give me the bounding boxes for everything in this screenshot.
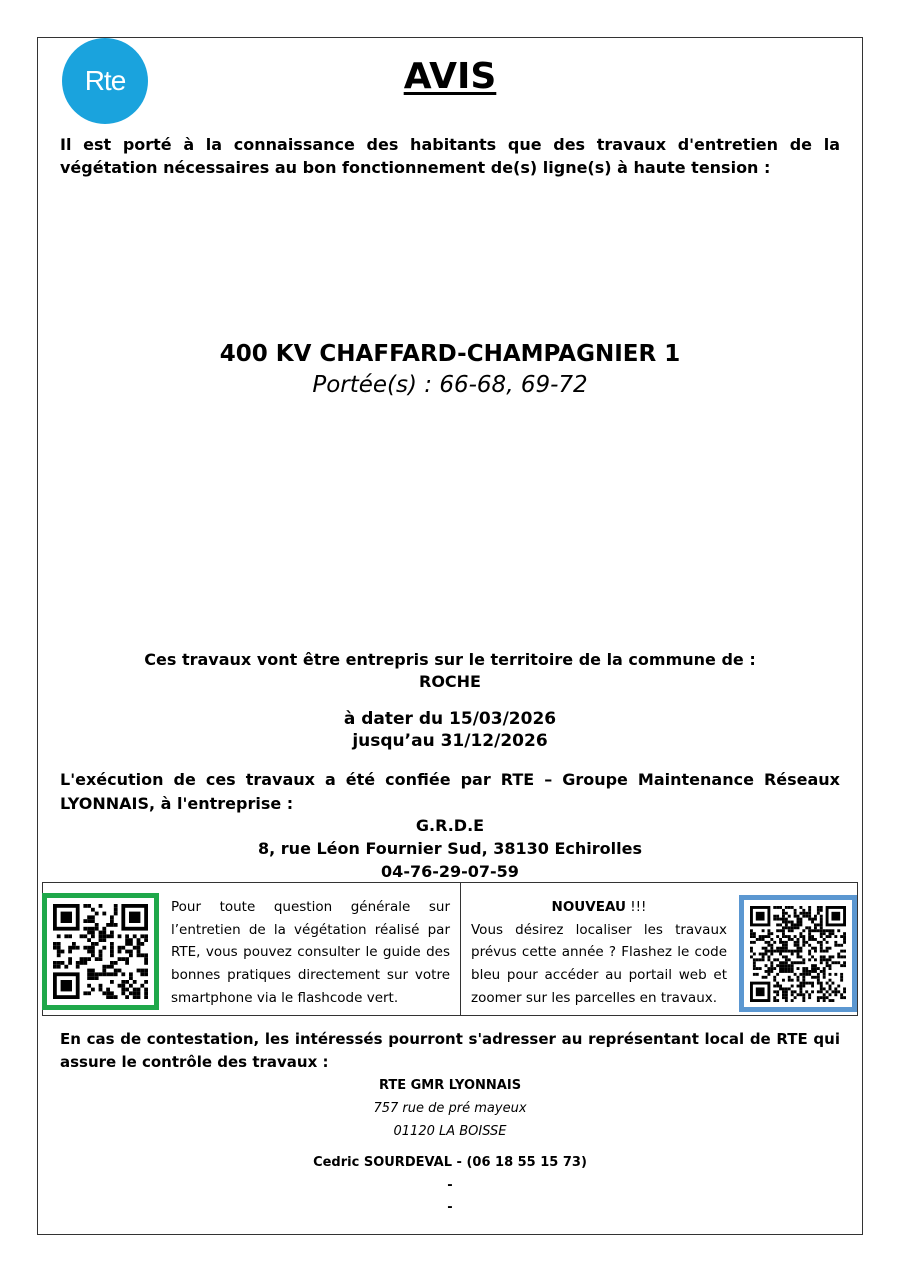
qr-code-icon bbox=[53, 904, 148, 999]
company-name: G.R.D.E bbox=[415, 816, 485, 835]
power-line-spans: Portée(s) : 66-68, 69-72 bbox=[312, 372, 588, 398]
representative-contact: Cedric SOURDEVAL - (06 18 55 15 73) bbox=[313, 1155, 587, 1170]
representative-dash-2: - bbox=[447, 1200, 453, 1215]
power-line-name: 400 KV CHAFFARD-CHAMPAGNIER 1 bbox=[219, 341, 681, 367]
company-phone: 04-76-29-07-59 bbox=[381, 862, 519, 881]
logo-text: Rte bbox=[84, 65, 126, 96]
date-from: à dater du 15/03/2026 bbox=[343, 709, 557, 729]
blue-qr-description bbox=[471, 896, 727, 1010]
representative-city: 01120 LA BOISSE bbox=[393, 1124, 507, 1139]
execution-text: L'exécution de ces travaux a été confiée par RTE – Groupe Maintenance Réseaux LYONNAIS, à l'entreprise : bbox=[60, 770, 840, 813]
qr-code-icon bbox=[750, 906, 846, 1002]
intro-text: Il est porté à la connaissance des habitants que des travaux d'entretien de la végétation nécessaires au bon fonctionnement de(s) ligne(s) à haute tension : bbox=[60, 135, 840, 177]
blue-qr-code[interactable] bbox=[739, 895, 857, 1012]
representative-street: 757 rue de pré mayeux bbox=[373, 1101, 527, 1116]
representative-org: RTE GMR LYONNAIS bbox=[378, 1078, 522, 1093]
qr-info-divider bbox=[460, 882, 461, 1016]
qr-info-box bbox=[42, 882, 858, 1016]
representative-dash-1: - bbox=[447, 1178, 453, 1193]
contest-text: En cas de contestation, les intéressés pourront s'adresser au représentant local de RTE qui assure le contrôle des travaux : bbox=[60, 1030, 840, 1071]
blue-qr-text: Vous désirez localiser les travaux prévus cette année ? Flashez le code bleu pour accéder au portail web et zoomer sur les parcelles en travaux. bbox=[471, 921, 727, 1006]
company-address: 8, rue Léon Fournier Sud, 38130 Echirolles bbox=[258, 839, 642, 858]
green-qr-description: Pour toute question générale sur l’entretien de la végétation réalisé par RTE, vous pouvez consulter le guide des bonnes pratiques directement sur votre smartphone via le flashcode vert. bbox=[171, 899, 450, 1006]
date-to: jusqu’au 31/12/2026 bbox=[352, 731, 548, 751]
commune-intro: Ces travaux vont être entrepris sur le territoire de la commune de : bbox=[144, 650, 756, 669]
new-label: NOUVEAU !!! bbox=[551, 899, 647, 915]
green-qr-code[interactable] bbox=[42, 893, 159, 1010]
commune-name: ROCHE bbox=[419, 672, 481, 691]
page-title: AVIS bbox=[403, 56, 497, 97]
